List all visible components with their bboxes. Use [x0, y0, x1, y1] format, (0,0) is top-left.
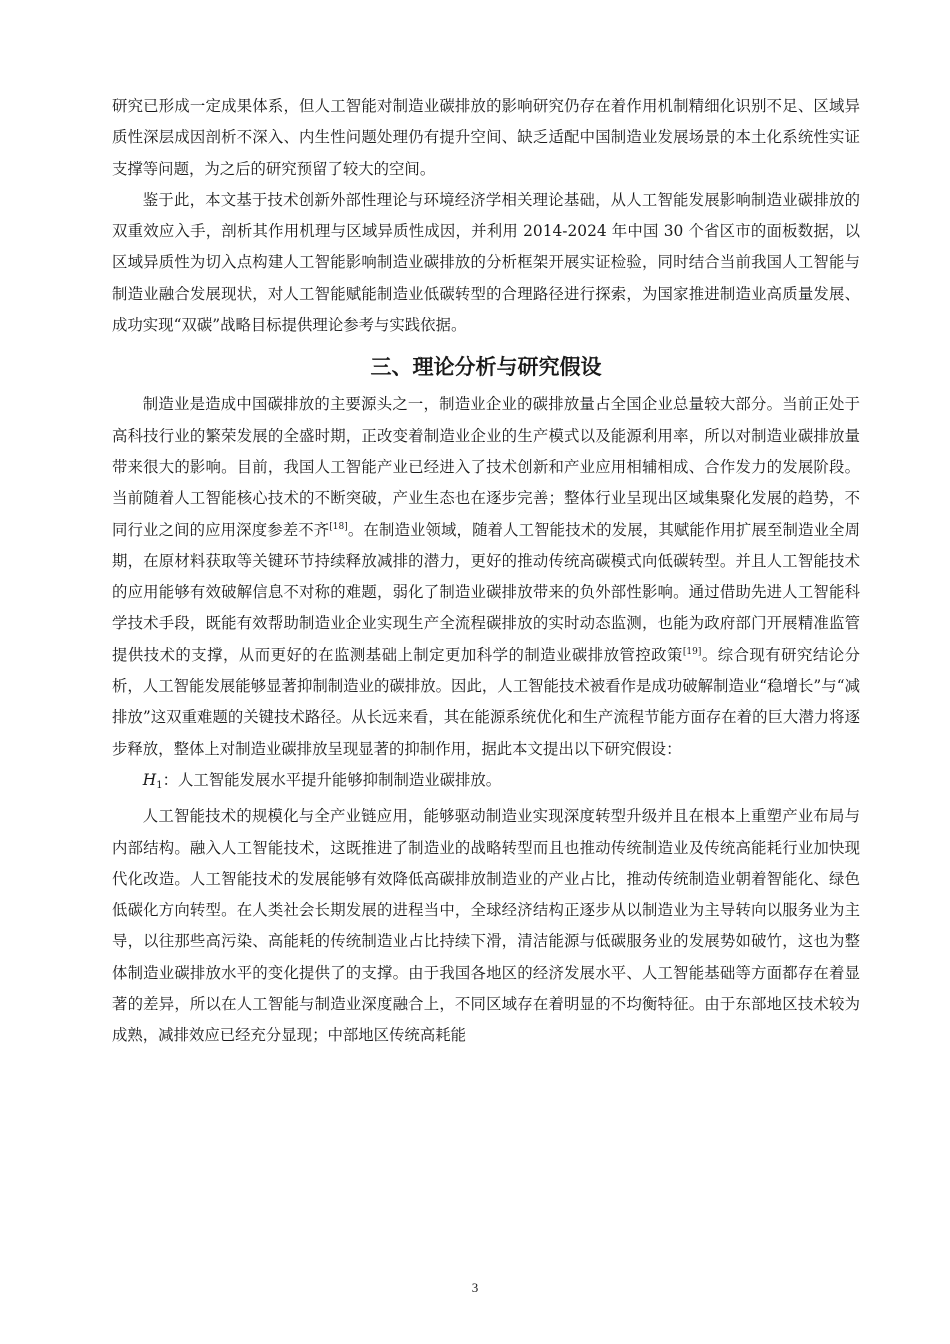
page-body: [112, 91, 860, 1052]
hypothesis-symbol: H: [142, 770, 157, 789]
paragraph-research-scope: 鉴于此，本文基于技术创新外部性理论与环境经济学相关理论基础，从人工智能发展影响制造业碳排放的双重效应入手，剖析其作用机理与区域异质性成因，并利用 2014-2024 年中国 30 个省区市的面板数据，以区域异质性为切入点构建人工智能影响制造业碳排放的分析框架开展实证检验，同时结合当前我国人工智能与制造业融合发展现状，对人工智能赋能制造业低碳转型的合理路径进行探索，为国家推进制造业高质量发展、成功实现“双碳”战略目标提供理论参考与实践依据。: [112, 190, 860, 335]
page-number: 3: [471, 1280, 479, 1295]
citation-19[interactable]: [19]: [682, 646, 702, 657]
section-heading: 三、理论分析与研究假设: [370, 355, 602, 380]
hypothesis-text: ：人工智能发展水平提升能够抑制制造业碳排放。: [162, 770, 502, 789]
paragraph-text: 制造业是造成中国碳排放的主要源头之一，制造业企业的碳排放量占全国企业总量较大部分。当前正处于高科技行业的繁荣发展的全盛时期，正改变着制造业企业的生产模式以及能源利用率，所以对制造业碳排放量带来很大的影响。目前，我国人工智能产业已经进入了技术创新和产业应用相辅相成、合作发力的发展阶段。当前随着人工智能核心技术的不断突破，产业生态也在逐步完善；整体行业呈现出区域集聚化发展的趋势，不同行业之间的应用深度参差不齐: [112, 395, 860, 539]
paragraph-text: 。在制造业领域，随着人工智能技术的发展，其赋能作用扩展至制造业全周期，在原材料获取等关键环节持续释放减排的潜力，更好的推动传统高碳模式向低碳转型。并且人工智能技术的应用能够有效破解信息不对称的难题，弱化了制造业碳排放带来的负外部性影响。通过借助先进人工智能科学技术手段，既能有效帮助制造业企业实现生产全流程碳排放的实时动态监测，也能为政府部门开展精准监管提供技术的支撑，从而更好的在监测基础上制定更加科学的制造业碳排放管控政策: [112, 520, 860, 664]
citation-18[interactable]: [18]: [329, 521, 348, 532]
paragraph-continued: 研究已形成一定成果体系，但人工智能对制造业碳排放的影响研究仍存在着作用机制精细化识别不足、区域异质性深层成因剖析不深入、内生性问题处理仍有提升空间、缺乏适配中国制造业发展场景的本土化系统性实证支撑等问题，为之后的研究预留了较大的空间。: [112, 97, 860, 178]
hypothesis-subscript: 1: [156, 779, 163, 791]
paragraph-industrial-structure: 人工智能技术的规模化与全产业链应用，能够驱动制造业实现深度转型升级并且在根本上重塑产业布局与内部结构。融入人工智能技术，这既推进了制造业的战略转型而且也推动传统制造业及传统高能耗行业加快现代化改造。人工智能技术的发展能够有效降低高碳排放制造业的产业占比，推动传统制造业朝着智能化、绿色低碳化方向转型。在人类社会长期发展的进程当中，全球经济结构正逐步从以制造业为主导转向以服务业为主导，以往那些高污染、高能耗的传统制造业占比持续下滑，清洁能源与低碳服务业的发展势如破竹，这也为整体制造业碳排放水平的变化提供了的支撑。由于我国各地区的经济发展水平、人工智能基础等方面都存在着显著的差异，所以在人工智能与制造业深度融合上，不同区域存在着明显的不均衡特征。由于东部地区技术较为成熟，减排效应已经充分显现；中部地区传统高耗能: [112, 807, 860, 1045]
paragraph-text: 。综合现有研究结论分析，人工智能发展能够显著抑制制造业的碳排放。因此，人工智能技术被看作是成功破解制造业“稳增长”与“减排放”这双重难题的关键技术路径。从长远来看，其在能源系统优化和生产流程节能方面存在着的巨大潜力将逐步释放，整体上对制造业碳排放呈现显著的抑制作用，据此本文提出以下研究假设：: [112, 645, 860, 758]
paragraph-theory: [112, 389, 860, 765]
hypothesis-h1: [112, 765, 860, 801]
